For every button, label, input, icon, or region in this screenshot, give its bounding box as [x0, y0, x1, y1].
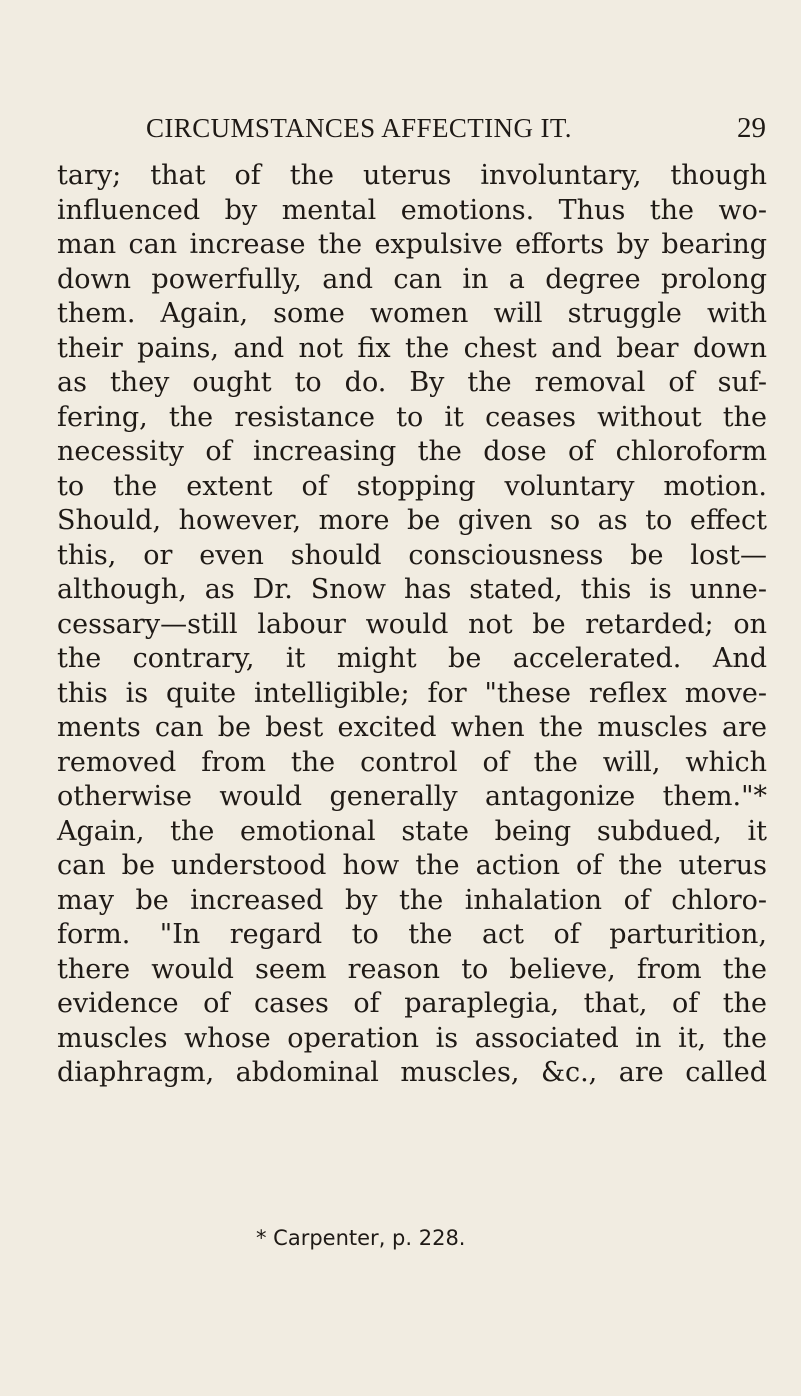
- text-line: them. Again, some women will struggle with: [57, 298, 767, 329]
- text-line: can be understood how the action of the uterus: [57, 850, 767, 881]
- text-line: there would seem reason to believe, from the: [57, 953, 767, 985]
- text-line: tary; that of the uterus involuntary, though: [57, 160, 767, 191]
- text-line: removed from the control of the will, which: [57, 746, 767, 778]
- footnote: * Carpenter, p. 228.: [256, 1226, 466, 1250]
- text-line: man can increase the expulsive efforts by bearing: [57, 229, 767, 260]
- page-header: [146, 111, 766, 151]
- text-line: influenced by mental emotions. Thus the wo-: [57, 194, 767, 226]
- text-line: ments can be best excited when the muscles are: [57, 712, 767, 743]
- text-line: the contrary, it might be accelerated. And: [57, 643, 767, 674]
- text-line: down powerfully, and can in a degree prolong: [57, 263, 767, 295]
- text-line: form. "In regard to the act of parturition,: [57, 919, 767, 950]
- text-line: to the extent of stopping voluntary motion.: [57, 470, 767, 502]
- body-text: [57, 159, 767, 1091]
- text-line: their pains, and not fix the chest and bear down: [57, 332, 767, 364]
- text-line: as they ought to do. By the removal of suf-: [57, 367, 767, 398]
- page-number: 29: [737, 112, 766, 144]
- text-line: fering, the resistance to it ceases without the: [57, 401, 767, 433]
- text-line: muscles whose operation is associated in it, the: [57, 1022, 767, 1054]
- text-line: necessity of increasing the dose of chloroform: [57, 436, 767, 467]
- text-line: may be increased by the inhalation of chloro-: [57, 884, 767, 916]
- text-line: diaphragm, abdominal muscles, &c., are called: [57, 1057, 767, 1088]
- text-line: cessary—still labour would not be retarded; on: [57, 608, 767, 640]
- text-line: otherwise would generally antagonize them."*: [57, 781, 767, 812]
- text-line: although, as Dr. Snow has stated, this is unne-: [57, 574, 767, 605]
- text-line: Again, the emotional state being subdued, it: [57, 815, 767, 847]
- text-line: this, or even should consciousness be lost—: [57, 539, 767, 571]
- running-title: CIRCUMSTANCES AFFECTING IT.: [146, 113, 572, 143]
- text-line: this is quite intelligible; for "these reflex move-: [57, 677, 767, 709]
- text-line: evidence of cases of paraplegia, that, of the: [57, 988, 767, 1019]
- text-line: Should, however, more be given so as to effect: [57, 505, 767, 536]
